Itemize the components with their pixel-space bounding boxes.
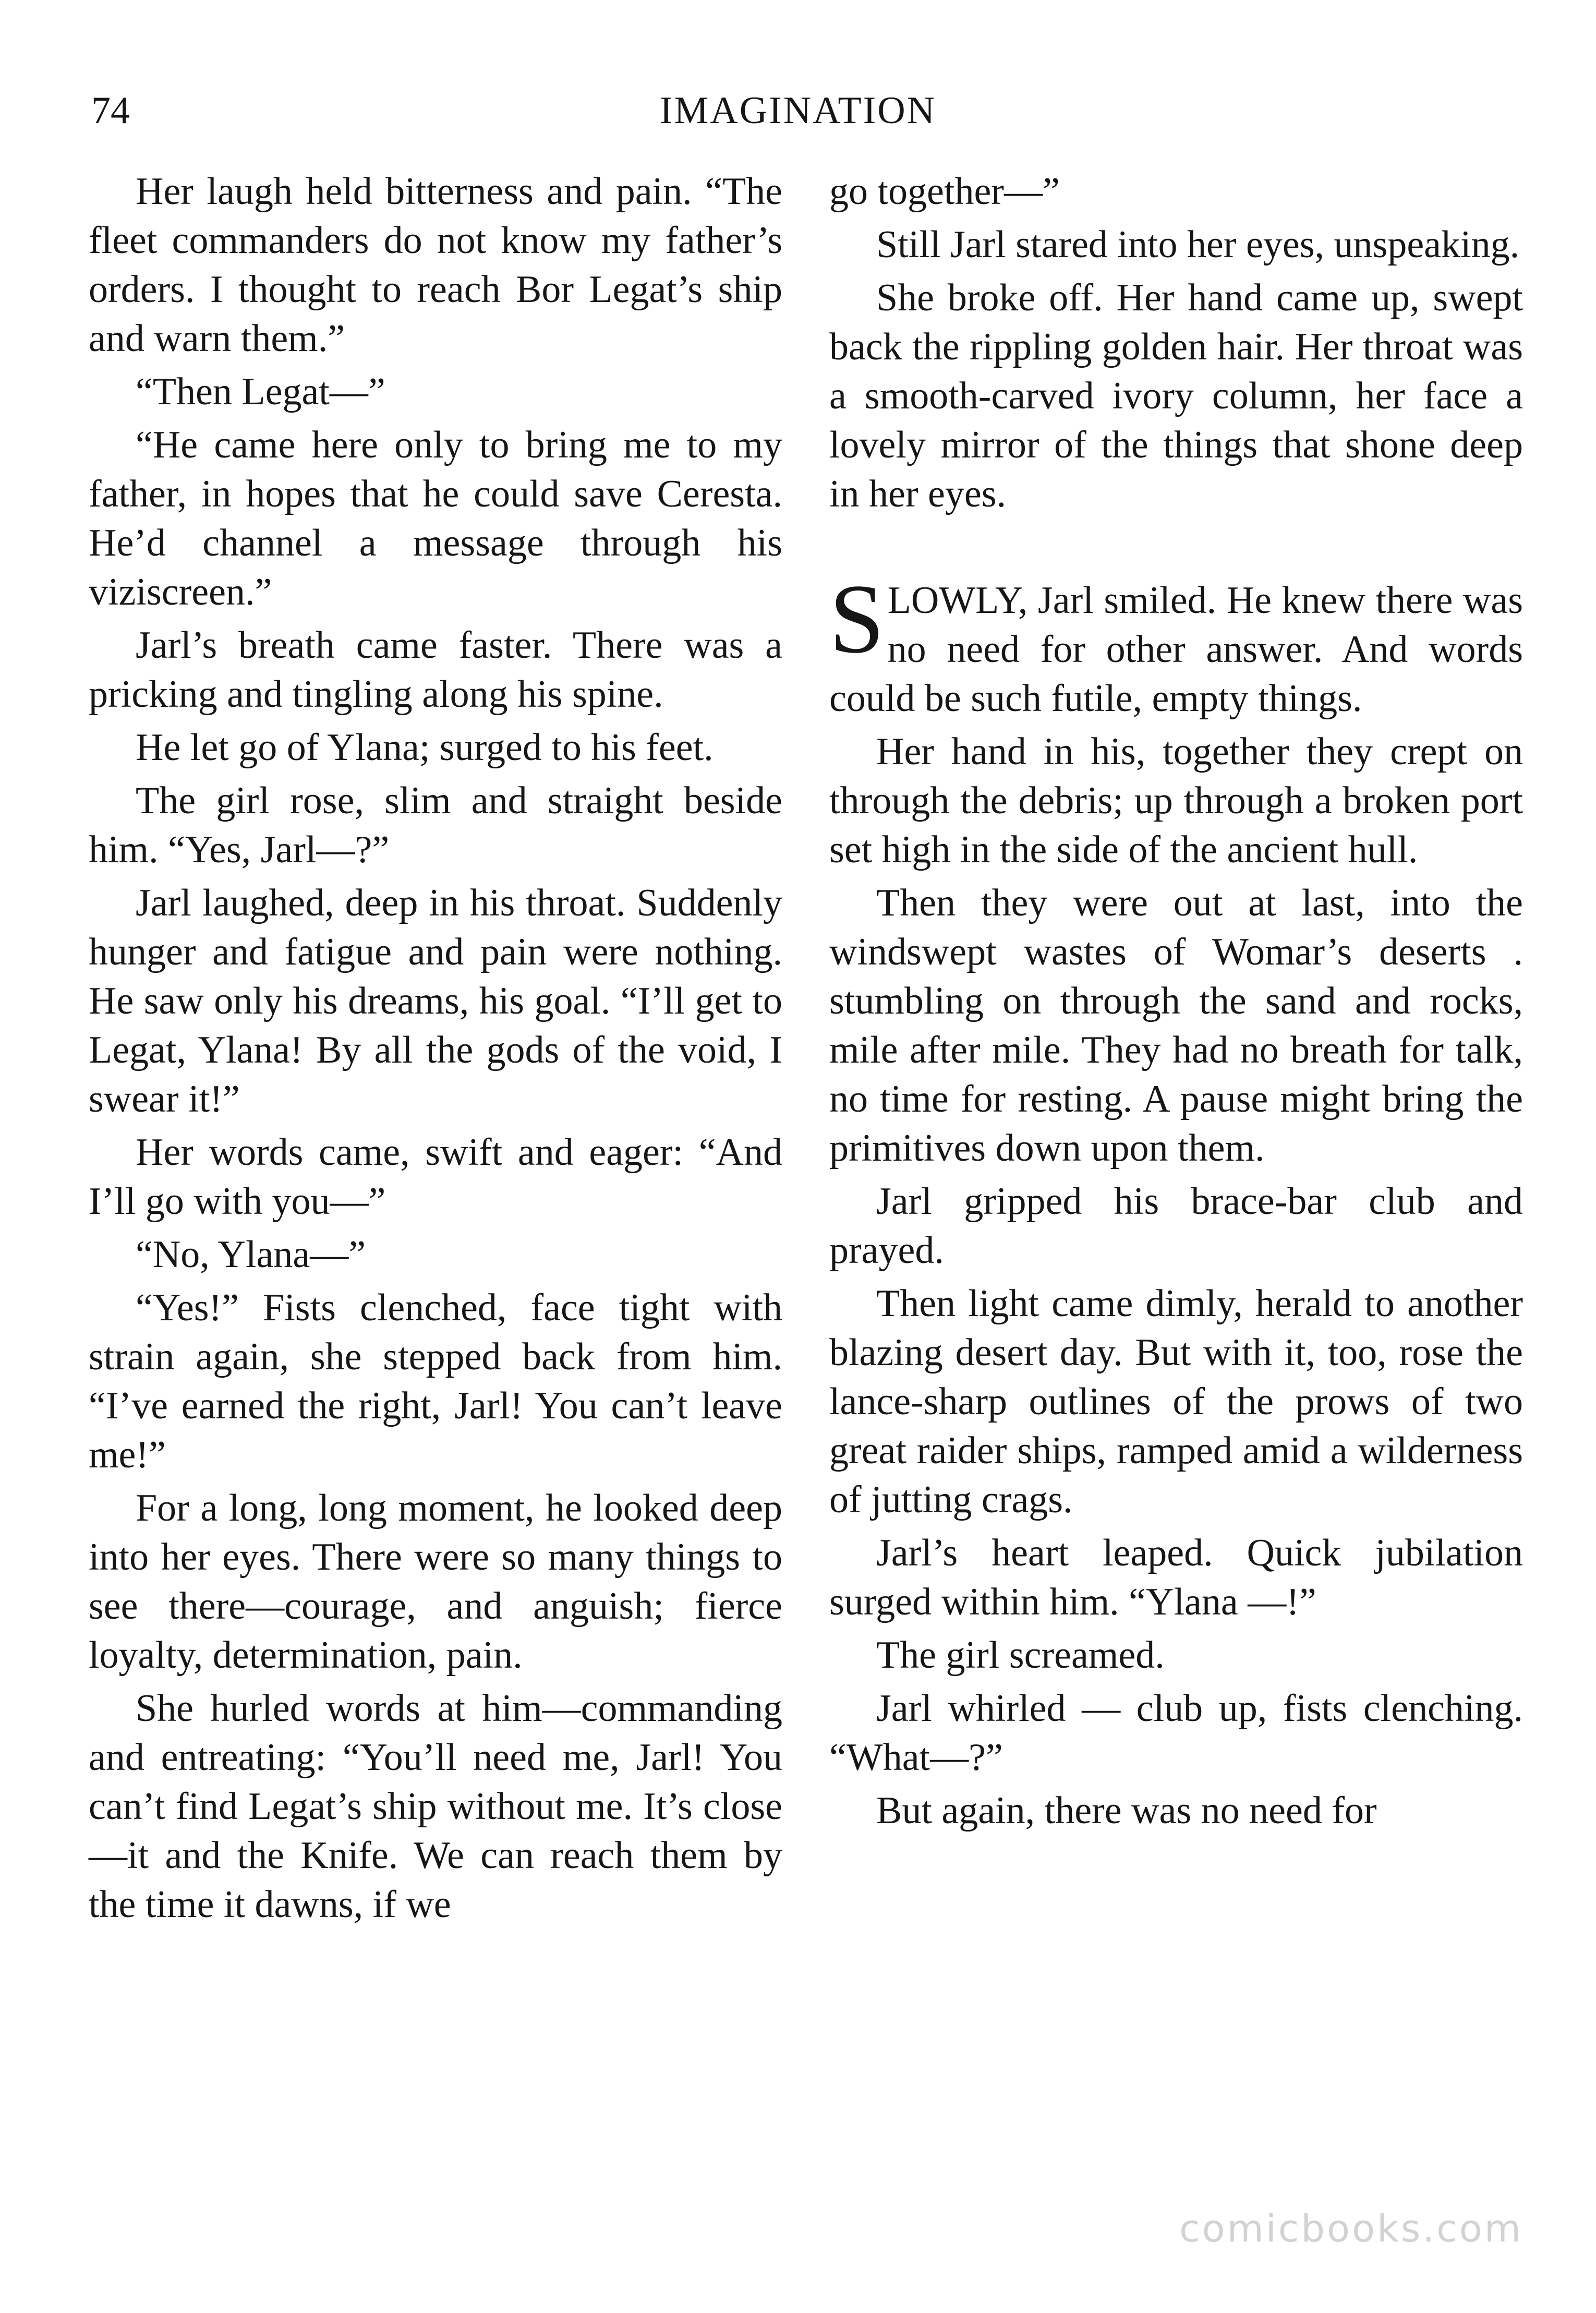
paragraph: The girl screamed. [876,1634,1165,1677]
paragraph: “No, Ylana—” [136,1233,366,1276]
paragraph: Then they were out at last, into the windswept wastes of Womar’s deserts . stumbling on through the sand and rocks, mile after mile. They had no breath for talk, no time for resting. A pause might bring the primitives down upon them. [829,882,1523,1170]
paragraph: The girl rose, slim and straight beside him. “Yes, Jarl—?” [89,779,782,871]
right-column [829,167,1523,1839]
page-header [0,89,1596,146]
paragraph: Still Jarl stared into her eyes, unspeaking. [876,223,1520,266]
paragraph: Jarl whirled — club up, fists clenching. “What—?” [829,1687,1523,1779]
paragraph: For a long, long moment, he looked deep into her eyes. There were so many things to see there—courage, and anguish; fierce loyalty, determination, pain. [89,1487,782,1677]
page-number: 74 [91,89,130,132]
paragraph: Jarl gripped his brace-bar club and prayed. [829,1180,1523,1272]
watermark: comicbooks.com [1179,2207,1523,2250]
paragraph: Then light came dimly, herald to another blazing desert day. But with it, too, rose the lance-sharp outlines of the prows of two great raider ships, ramped amid a wilderness of jutting crags. [829,1282,1523,1521]
running-title: IMAGINATION [659,89,937,132]
section-opening-paragraph [829,564,1523,723]
paragraph: “Then Legat—” [136,370,385,413]
paragraph: She broke off. Her hand came up, swept back the rippling golden hair. Her throat was a smooth-carved ivory column, her face a lovely mirror of the things that shone deep in her eyes. [829,276,1523,515]
paragraph: He let go of Ylana; surged to his feet. [136,726,714,769]
paragraph: Her words came, swift and eager: “And I’ll go with you—” [89,1131,782,1223]
paragraph: “He came here only to bring me to my father, in hopes that he could save Ceresta. He’d channel a message through his viziscreen.” [89,424,782,613]
left-column [89,167,782,1933]
paragraph: She hurled words at him—commanding and entreating: “You’ll need me, Jarl! You can’t find Legat’s ship without me. It’s close —it and the Knife. We can reach them by the time it dawns, if we [89,1687,782,1926]
paragraph: Jarl’s heart leaped. Quick jubilation surged within him. “Ylana —!” [829,1532,1523,1623]
paragraph: Her hand in his, together they crept on through the debris; up through a broken port set high in the side of the ancient hull. [829,730,1523,871]
section-opening-text: LOWLY, Jarl smiled. He knew there was no need for other answer. And words could be such futile, empty things. [829,579,1523,720]
drop-cap: S [829,564,885,674]
paragraph: “Yes!” Fists clenched, face tight with strain again, she stepped back from him. “I’ve earned the right, Jarl! You can’t leave me!” [89,1286,782,1476]
paragraph: Jarl’s breath came faster. There was a pricking and tingling along his spine. [89,624,782,716]
paragraph: Her laugh held bitterness and pain. “The fleet commanders do not know my father’s orders. I thought to reach Bor Legat’s ship and warn them.” [89,170,782,360]
paragraph: But again, there was no need for [876,1789,1377,1832]
paragraph: Jarl laughed, deep in his throat. Suddenly hunger and fatigue and pain were nothing. He saw only his dreams, his goal. “I’ll get to Legat, Ylana! By all the gods of the void, I swear it!” [89,882,782,1121]
continued-paragraph: go together—” [829,170,1060,213]
